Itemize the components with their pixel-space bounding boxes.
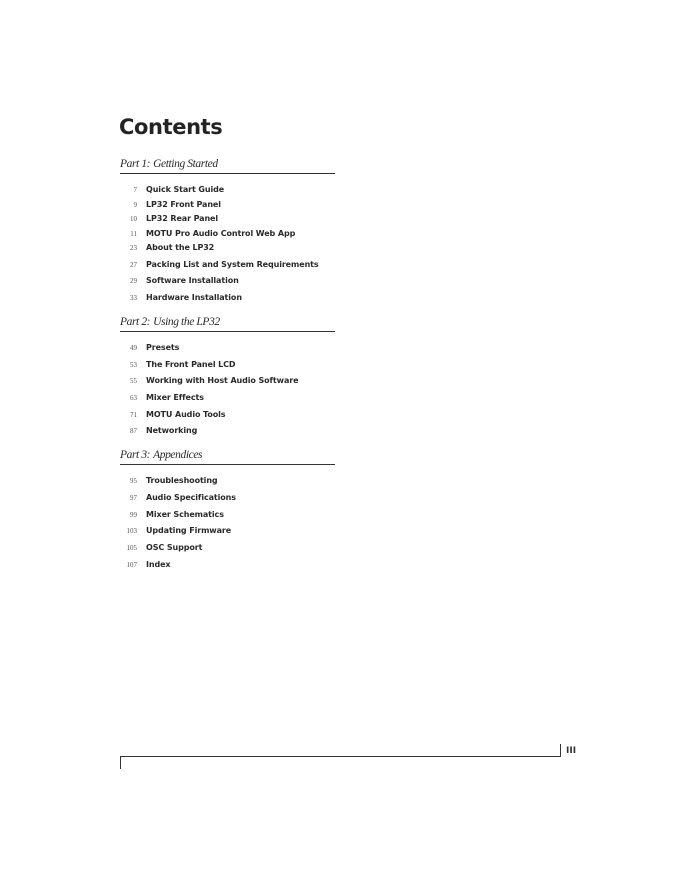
- toc-page-number: 9: [133, 201, 137, 209]
- toc-entry[interactable]: [110, 275, 239, 287]
- toc-link[interactable]: Software Installation: [146, 276, 239, 285]
- toc-page-number: 49: [130, 344, 137, 352]
- toc-entry[interactable]: [110, 542, 202, 554]
- page-title: Contents: [119, 115, 223, 139]
- toc-link[interactable]: Audio Specifications: [146, 493, 236, 502]
- toc-entry[interactable]: [110, 342, 179, 354]
- toc-page-number: 33: [130, 294, 137, 302]
- toc-link[interactable]: Updating Firmware: [146, 526, 232, 535]
- toc-entry[interactable]: [110, 292, 242, 304]
- toc-page-number: 23: [130, 244, 137, 252]
- toc-entry[interactable]: [110, 242, 214, 254]
- toc-entry[interactable]: [110, 228, 295, 240]
- part-1-label: Part 1:: [120, 158, 151, 170]
- part-2-heading: [120, 315, 335, 332]
- toc-link[interactable]: Troubleshooting: [146, 476, 218, 485]
- toc-page-number: 97: [130, 494, 137, 502]
- toc-link[interactable]: Packing List and System Requirements: [146, 260, 319, 269]
- toc-link[interactable]: LP32 Front Panel: [146, 200, 221, 209]
- toc-entry[interactable]: [110, 259, 319, 271]
- toc-link[interactable]: LP32 Rear Panel: [146, 214, 219, 223]
- toc-link[interactable]: The Front Panel LCD: [146, 360, 236, 369]
- toc-page-number: 107: [126, 561, 137, 569]
- toc-link[interactable]: Mixer Schematics: [146, 510, 224, 519]
- toc-entry[interactable]: [110, 509, 224, 521]
- part-3-name: Appendices: [153, 449, 203, 461]
- toc-entry[interactable]: [110, 475, 218, 487]
- toc-page-number: 10: [130, 215, 137, 223]
- toc-link[interactable]: About the LP32: [146, 243, 215, 252]
- toc-link[interactable]: Networking: [146, 426, 198, 435]
- toc-entry[interactable]: [110, 559, 171, 571]
- part-3-label: Part 3:: [120, 449, 151, 461]
- toc-page-number: 11: [130, 230, 137, 238]
- toc-entry[interactable]: [110, 409, 225, 421]
- toc-entry[interactable]: [110, 492, 236, 504]
- toc-page-number: 71: [130, 411, 137, 419]
- toc-page-number: 63: [130, 394, 137, 402]
- toc-link[interactable]: Working with Host Audio Software: [146, 376, 299, 385]
- toc-page-number: 27: [130, 261, 137, 269]
- part-2-name: Using the LP32: [153, 316, 220, 328]
- part-3-heading: [120, 448, 335, 465]
- toc-page-number: 105: [126, 544, 137, 552]
- toc-page-number: 29: [130, 277, 137, 285]
- toc-link[interactable]: OSC Support: [146, 543, 203, 552]
- part-2-label: Part 2:: [120, 316, 151, 328]
- part-1-name: Getting Started: [153, 158, 218, 170]
- toc-page-number: 103: [126, 527, 137, 535]
- toc-link[interactable]: Presets: [146, 343, 180, 352]
- toc-link[interactable]: Quick Start Guide: [146, 185, 225, 194]
- footer-left-tick: [120, 756, 121, 769]
- toc-entry[interactable]: [110, 184, 224, 196]
- toc-page-number: 95: [130, 477, 137, 485]
- toc-entry[interactable]: [110, 359, 235, 371]
- toc-link[interactable]: MOTU Pro Audio Control Web App: [146, 229, 296, 238]
- toc-page-number: 87: [130, 427, 137, 435]
- toc-entry[interactable]: [110, 392, 204, 404]
- toc-page-number: 55: [130, 377, 137, 385]
- part-1-heading: [120, 157, 335, 174]
- toc-link[interactable]: Hardware Installation: [146, 293, 242, 302]
- footer-right-tick: [560, 744, 561, 757]
- toc-page-number: 53: [130, 361, 137, 369]
- toc-link[interactable]: MOTU Audio Tools: [146, 410, 226, 419]
- toc-link[interactable]: Index: [146, 560, 171, 569]
- toc-page-number: 99: [130, 511, 137, 519]
- toc-entry[interactable]: [110, 375, 298, 387]
- footer-rule: [120, 756, 561, 757]
- toc-entry[interactable]: [110, 199, 221, 211]
- toc-entry[interactable]: [110, 425, 197, 437]
- toc-entry[interactable]: [110, 213, 218, 225]
- page-number: III: [566, 746, 577, 756]
- toc-page-number: 7: [133, 186, 137, 194]
- toc-entry[interactable]: [110, 525, 231, 537]
- toc-link[interactable]: Mixer Effects: [146, 393, 204, 402]
